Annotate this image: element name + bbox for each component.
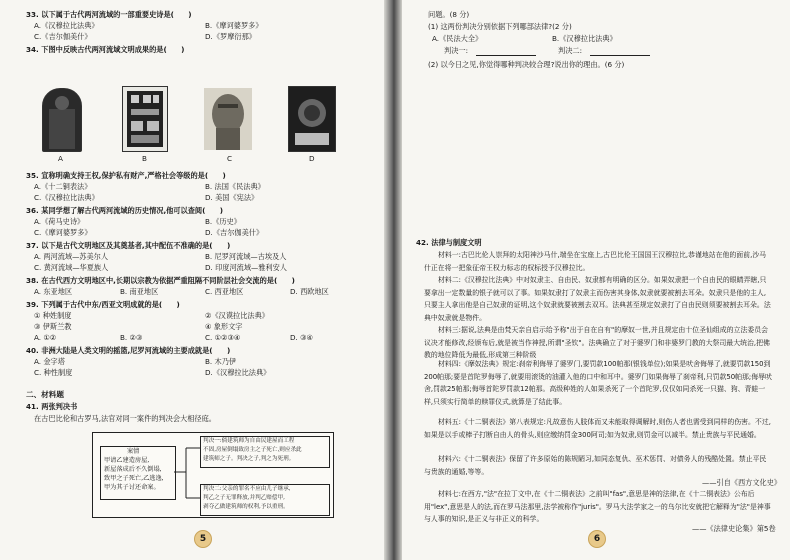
right-page [402, 0, 790, 560]
material-5: 材料五:《十二铜表法》第八表规定:凡故意伤人肢体而又未能取得调解时,则伤人者也需受到同样的伤害。不过,如果是以手或棒子打断自由人的骨头,则应缴纳罚金300阿司;如为奴隶,则罚金可以减半。禁止贵族与平民通婚。 [424, 418, 771, 439]
artifact-d-image [288, 86, 336, 152]
q35-option-c: C.《汉穆拉比法典》 [34, 193, 99, 202]
q41-score-line: 问题。(8 分) [428, 10, 470, 19]
q40-option-a: A. 金字塔 [34, 357, 65, 366]
q40-option-d: D.《汉穆拉比法典》 [205, 368, 271, 377]
q40-stem: 40. 非洲大陆是人类文明的摇篮,尼罗河流域的主要成就是( ) [26, 346, 231, 355]
material-4: 材料四:《摩奴法典》规定:刹帝利侮辱了婆罗门,要罚款100帕那(银钱单位);如果是吠舍侮辱了,就要罚款150到200帕那;要是首陀罗侮辱了,就要用滚烫的油灌入他的口中和耳中。婆罗门如果侮辱了刹帝利,只罚款50帕那;侮辱吠舍,罚款25帕那;侮辱首陀罗罚款12帕那。高级种姓的人如果杀死了一个首陀罗,仅仅如同杀死一只猫、狗、青蛙一样,只须实行简单的赎罪仪式,就算是了结此事。 [424, 360, 772, 406]
answer-two-label: 判决二: [558, 46, 582, 55]
q37-option-a: A. 两河流域—苏美尔人 [34, 252, 109, 261]
case-arrows [174, 440, 202, 506]
q39-item-2: ②《汉谟拉比法典》 [205, 311, 269, 320]
q35-option-d: D. 美国《宪法》 [205, 193, 259, 202]
q38-option-a: A. 东亚地区 [34, 287, 73, 296]
left-page [0, 0, 384, 560]
q42-title: 42. 法律与制度文明 [416, 238, 482, 247]
q38-option-c: C. 西亚地区 [205, 287, 244, 296]
source-citation-2: ——《法律史论集》第5卷 [692, 524, 776, 533]
page-number-right: 6 [588, 530, 606, 548]
source-citation-1: ——引自《西方文化史》 [702, 478, 782, 487]
material-6: 材料六:《十二铜表法》保留了许多原始的陈规陋习,如同态复仇、巫术惩罚、对债务人的残酷处置。禁止平民与贵族的通婚,等等。 [424, 455, 767, 476]
q33-stem: 33. 以下属于古代两河流域的一部重要史诗是( ) [26, 10, 192, 19]
q34-label-b: B [142, 154, 147, 163]
q39-option-b: B. ②③ [120, 333, 143, 342]
law-option-a: A.《民法大全》 [432, 34, 483, 43]
material-2: 材料二:《汉穆拉比法典》中对奴隶主、自由民、奴隶都有明确的区分。如果奴隶把一个自由民的眼睛弄瞎,只要拿出一定数量的银子就可以了事。如果奴隶打了奴隶主而伤害其身体,奴隶就要被割去耳朵。奴隶只是他的主人,只要主人拿出他是自己奴隶的证明,这个奴隶就要被割去双耳。法典甚至规定奴隶打了自由民则须要被割去耳朵。法典中奴隶就是物件。 [424, 276, 771, 322]
q34-stem: 34. 下图中反映古代两河流域文明成果的是( ) [26, 45, 185, 54]
q38-option-b: B. 南亚地区 [120, 287, 159, 296]
verdict-one-line-1: 判决一:倘建筑师为自由民建屋而工程 [203, 438, 295, 444]
q41-sub-1: (1) 这两份判决分别依据下列哪部法律?(2 分) [428, 22, 572, 31]
q35-option-a: A.《十二铜表法》 [34, 182, 92, 191]
book-gutter [384, 0, 402, 560]
stele-image [42, 88, 82, 152]
head-statue-image [204, 88, 252, 150]
q34-label-d: D [309, 154, 315, 163]
q39-option-a: A. ①② [34, 333, 57, 342]
q41-sub-2: (2) 以今日之见,你觉得哪种判决较合理?说出你的理由。(6 分) [428, 60, 625, 69]
q39-item-3: ③ 伊斯兰教 [34, 322, 72, 331]
q38-stem: 38. 在古代西方文明地区中,长期以宗教为依据严重阻隔不同阶层社会交流的是( ) [26, 276, 295, 285]
q40-option-b: B. 木乃伊 [205, 357, 237, 366]
case-line-2: 新屋落成后不久倒塌, [104, 466, 162, 473]
q36-option-d: D.《吉尔伽美什》 [205, 228, 264, 237]
q39-item-1: ① 种姓制度 [34, 311, 72, 320]
q39-item-4: ④ 象形文字 [205, 322, 243, 331]
material-1: 材料一:古巴比伦人崇拜的太阳神沙马什,端坐在宝座上,古巴比伦王国国王汉穆拉比,恭谨地站在他的面前,沙马什正在将一把象征帝王权力标志的权标授予汉穆拉比。 [424, 251, 767, 272]
section-title-materials: 二、材料题 [26, 390, 64, 399]
q37-option-d: D. 印度河流域—雅利安人 [205, 263, 287, 272]
verdict-one-line-2: 不固,房屋倒塌致房主之子死亡,则应杀此 [203, 447, 302, 453]
q37-stem: 37. 以下是古代文明地区及其奠基者,其中配伍不准确的是( ) [26, 241, 231, 250]
q35-stem: 35. 宣称明确支持王权,保护私有财产,严格社会等级的是( ) [26, 171, 226, 180]
q40-option-c: C. 种性制度 [34, 368, 73, 377]
q36-option-a: A.《荷马史诗》 [34, 217, 85, 226]
q38-option-d: D. 西欧地区 [290, 287, 329, 296]
answer-one-blank[interactable] [476, 55, 536, 56]
q39-option-c: C. ①②③④ [205, 333, 241, 342]
verdict-two-line-3: 剥夺乙做建筑师的权利,予以重刑。 [203, 504, 289, 510]
verdict-two-line-1: 判决二:父亲的罪名不应由儿子继承, [203, 486, 291, 492]
q37-option-c: C. 黄河流域—华夏族人 [34, 263, 109, 272]
q36-option-c: C.《摩诃婆罗多》 [34, 228, 92, 237]
q41-intro: 在古巴比伦和古罗马,法官对同一案件的判决会大相径庭。 [34, 414, 216, 423]
case-line-1: 甲请乙建造房屋, [104, 457, 150, 464]
verdict-two-line-2: 判乙之子无罪释放,并判乙赔偿甲, [203, 495, 285, 501]
q34-label-c: C [227, 154, 233, 163]
case-title: 案情 [127, 448, 140, 455]
material-3: 材料三:据说,法典是由梵天亲自启示给予称"出于自在自有"的摩奴一世,并且规定由十位圣仙组成的立法委员会议决才能修改,经颁布后,就是被当作神授,所谓"圣钦"。法典确立了对于婆罗门和非婆罗门教的大祭司最大统治,把佛教的地位降低为最低,形成第三种阶级 [424, 326, 770, 360]
case-line-3: 致甲之子死亡,乙逃逸, [104, 475, 164, 482]
q34-label-a: A [58, 154, 63, 163]
q33-option-a: A.《汉穆拉比法典》 [34, 21, 99, 30]
q39-stem: 39. 下列属于古代中东/西亚文明成就的是( ) [26, 300, 180, 309]
artifact-b-image [122, 86, 168, 152]
q36-option-b: B.《历史》 [205, 217, 241, 226]
q33-option-d: D.《罗摩衍那》 [205, 32, 256, 41]
q41-title: 41. 两张判决书 [26, 402, 78, 411]
case-line-4: 甲为其子讨还命案。 [104, 484, 160, 491]
verdict-one-line-3: 建筑师之子。判决之子,判之为死刑。 [203, 456, 295, 462]
q37-option-b: B. 尼罗河流域—古埃及人 [205, 252, 287, 261]
page-number-left: 5 [194, 530, 212, 548]
q33-option-c: C.《吉尔伽美什》 [34, 32, 92, 41]
q36-stem: 36. 某同学想了解古代两河流域的历史情况,他可以查阅( ) [26, 206, 224, 215]
q33-option-b: B.《摩诃婆罗多》 [205, 21, 263, 30]
q35-option-b: B. 法国《民法典》 [205, 182, 265, 191]
answer-one-label: 判决一: [444, 46, 468, 55]
material-7: 材料七:在西方,"法"在拉丁文中,在《十二铜表法》之前叫"fas",意思是神的法律,在《十二铜表法》公布后用"lex",意思是人的法,而在罗马法那里,法学被称作"juris"。罗马大法学家之一的乌尔比安就把它解释为"法"是神事与人事的知识,是正义与非正义的科学。 [424, 490, 771, 524]
q39-option-d: D. ③④ [290, 333, 313, 342]
law-option-b: B.《汉穆拉比法典》 [552, 34, 617, 43]
answer-two-blank[interactable] [590, 55, 650, 56]
